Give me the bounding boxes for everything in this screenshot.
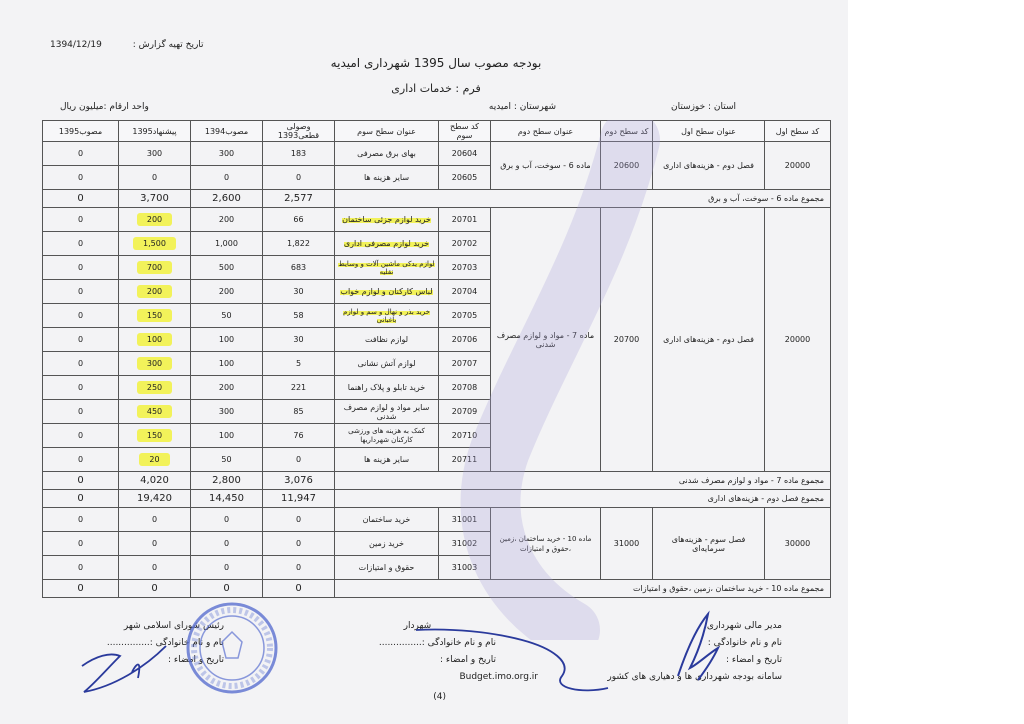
council-date-line: تاریخ و امضاء :	[168, 655, 224, 665]
highlighted-value: 450	[137, 405, 172, 418]
proposed-1395	[119, 304, 191, 328]
highlighted-value: 250	[137, 381, 172, 394]
proposed-1395: 0	[119, 508, 191, 532]
actual-1393: 0	[263, 556, 335, 580]
proposed-1395	[119, 208, 191, 232]
finance-name-line: نام و نام خانوادگی :	[707, 638, 782, 648]
l3-code: 20709	[439, 400, 491, 424]
l1-code: 20000	[765, 208, 831, 472]
actual-1393: 30	[263, 280, 335, 304]
l1-title: فصل دوم - هزینه‌های اداری	[653, 208, 765, 472]
actual-1393: 58	[263, 304, 335, 328]
council-title: رئیس شورای اسلامی شهر	[123, 621, 224, 631]
l3-code: 20704	[439, 280, 491, 304]
total-proposed-1395: 0	[119, 580, 191, 598]
actual-1393: 221	[263, 376, 335, 400]
council-name-line: نام و نام خانوادگی :...............	[106, 638, 224, 648]
proposed-1395	[119, 376, 191, 400]
col-proposed-1395: پیشنهاد1395	[119, 121, 191, 142]
l3-title: خرید زمین	[335, 532, 439, 556]
chapter-proposed-1395: 19,420	[119, 490, 191, 508]
report-date: 1394/12/19	[50, 40, 102, 50]
approved-1395: 0	[43, 256, 119, 280]
total-label: مجموع ماده 10 - خرید ساختمان ،زمین ،حقوق و امتیازات	[335, 580, 831, 598]
approved-1394: 0	[191, 166, 263, 190]
total-label: مجموع ماده 7 - مواد و لوازم مصرف شدنی	[335, 472, 831, 490]
proposed-1395	[119, 256, 191, 280]
l3-title: حقوق و امتیازات	[335, 556, 439, 580]
highlighted-value: 100	[137, 333, 172, 346]
actual-1393: 30	[263, 328, 335, 352]
l3-title: خرید ساختمان	[335, 508, 439, 532]
l3-code: 20705	[439, 304, 491, 328]
l3-title: سایر هزینه ها	[335, 448, 439, 472]
l3-code: 20710	[439, 424, 491, 448]
l3-code: 31003	[439, 556, 491, 580]
proposed-1395: 300	[119, 142, 191, 166]
approved-1395: 0	[43, 352, 119, 376]
mayor-signature-block	[379, 618, 496, 669]
approved-1394: 50	[191, 448, 263, 472]
chapter-approved-1394: 14,450	[191, 490, 263, 508]
l3-title: سایر مواد و لوازم مصرف شدنی	[335, 400, 439, 424]
mayor-date-line: تاریخ و امضاء :	[440, 655, 496, 665]
budget-report	[36, 28, 836, 718]
approved-1394: 100	[191, 352, 263, 376]
approved-1394: 0	[191, 508, 263, 532]
chapter-total-label: مجموع فصل دوم - هزینه‌های اداری	[335, 490, 831, 508]
l3-title: سایر هزینه ها	[335, 166, 439, 190]
approved-1394: 200	[191, 208, 263, 232]
approved-1395: 0	[43, 532, 119, 556]
approved-1394: 300	[191, 400, 263, 424]
approved-1395: 0	[43, 232, 119, 256]
l3-title: کمک به هزینه های ورزشی کارکنان شهرداریها	[335, 424, 439, 448]
total-row	[43, 580, 831, 598]
l3-title	[335, 232, 439, 256]
actual-1393: 66	[263, 208, 335, 232]
l3-code: 20604	[439, 142, 491, 166]
approved-1395: 0	[43, 376, 119, 400]
total-approved-1395: 0	[43, 580, 119, 598]
proposed-1395	[119, 448, 191, 472]
l3-code: 20703	[439, 256, 491, 280]
approved-1395: 0	[43, 424, 119, 448]
proposed-1395: 0	[119, 166, 191, 190]
l1-title: فصل سوم - هزینه‌های سرمایه‌ای	[653, 508, 765, 580]
finance-signature-block	[707, 618, 782, 669]
l3-code: 31002	[439, 532, 491, 556]
approved-1394: 100	[191, 424, 263, 448]
proposed-1395: 0	[119, 532, 191, 556]
budget-table	[42, 120, 831, 598]
highlighted-title: خرید لوازم مصرفی اداری	[343, 239, 430, 248]
l3-title	[335, 208, 439, 232]
highlighted-title: خرید لوازم جزئی ساختمان	[342, 215, 431, 224]
province-label: استان : خوزستان	[670, 102, 736, 112]
approved-1394: 0	[191, 532, 263, 556]
l3-title: خرید تابلو و پلاک راهنما	[335, 376, 439, 400]
total-label: مجموع ماده 6 - سوخت، آب و برق	[335, 190, 831, 208]
highlighted-value: 1,500	[133, 237, 176, 250]
approved-1394: 100	[191, 328, 263, 352]
l3-code: 20707	[439, 352, 491, 376]
actual-1393: 1,822	[263, 232, 335, 256]
l3-code: 20702	[439, 232, 491, 256]
chapter-actual-1393: 11,947	[263, 490, 335, 508]
total-actual-1393: 2,577	[263, 190, 335, 208]
approved-1395: 0	[43, 328, 119, 352]
l1-title: فصل دوم - هزینه‌های اداری	[653, 142, 765, 190]
col-l2-title: عنوان سطح دوم	[491, 121, 601, 142]
col-l3-title: عنوان سطح سوم	[335, 121, 439, 142]
website: Budget.imo.org.ir	[459, 672, 538, 682]
approved-1394: 0	[191, 556, 263, 580]
l3-code: 20605	[439, 166, 491, 190]
mayor-title: شهردار	[403, 621, 432, 631]
approved-1395: 0	[43, 508, 119, 532]
system-name: سامانه بودجه شهرداری ها و دهیاری های کشور	[607, 672, 782, 682]
l2-title: ماده 6 - سوخت، آب و برق	[491, 142, 601, 190]
actual-1393: 0	[263, 166, 335, 190]
l3-code: 20708	[439, 376, 491, 400]
l2-code: 20600	[601, 142, 653, 190]
approved-1395: 0	[43, 400, 119, 424]
approved-1395: 0	[43, 166, 119, 190]
l2-code: 20700	[601, 208, 653, 472]
approved-1394: 50	[191, 304, 263, 328]
l3-code: 20706	[439, 328, 491, 352]
l1-code: 30000	[765, 508, 831, 580]
highlighted-value: 200	[137, 285, 172, 298]
col-actual-1393: وصولی قطعی1393	[263, 121, 335, 142]
approved-1395: 0	[43, 208, 119, 232]
scan-margin	[848, 0, 1024, 724]
chapter-total-row	[43, 490, 831, 508]
chapter-approved-1395: 0	[43, 490, 119, 508]
header-row	[43, 121, 831, 142]
approved-1395: 0	[43, 280, 119, 304]
report-date-line	[50, 40, 204, 50]
total-approved-1394: 2,800	[191, 472, 263, 490]
total-row	[43, 472, 831, 490]
col-l1-code: کد سطح اول	[765, 121, 831, 142]
l3-code: 31001	[439, 508, 491, 532]
l3-title: بهای برق مصرفی	[335, 142, 439, 166]
highlighted-value: 700	[137, 261, 172, 274]
finance-title: مدیر مالی شهرداری	[706, 621, 782, 631]
col-approved-1394: مصوب1394	[191, 121, 263, 142]
col-l2-code: کد سطح دوم	[601, 121, 653, 142]
table-row	[43, 508, 831, 532]
unit-label: واحد ارقام :میلیون ریال	[60, 102, 149, 112]
actual-1393: 5	[263, 352, 335, 376]
actual-1393: 85	[263, 400, 335, 424]
city-label: شهرستان : امیدیه	[488, 102, 556, 112]
approved-1394: 200	[191, 280, 263, 304]
page-number: (4)	[433, 692, 446, 702]
total-proposed-1395: 4,020	[119, 472, 191, 490]
approved-1395: 0	[43, 448, 119, 472]
total-approved-1395: 0	[43, 190, 119, 208]
l3-code: 20701	[439, 208, 491, 232]
highlighted-value: 300	[137, 357, 172, 370]
proposed-1395: 0	[119, 556, 191, 580]
total-actual-1393: 3,076	[263, 472, 335, 490]
actual-1393: 76	[263, 424, 335, 448]
l1-code: 20000	[765, 142, 831, 190]
actual-1393: 0	[263, 508, 335, 532]
l2-title: ماده 10 - خرید ساختمان ،زمین ،حقوق و امتیازات	[491, 508, 601, 580]
l3-title	[335, 280, 439, 304]
approved-1395: 0	[43, 142, 119, 166]
actual-1393: 0	[263, 532, 335, 556]
highlighted-value: 200	[137, 213, 172, 226]
highlighted-value: 150	[137, 429, 172, 442]
highlighted-title: خرید بذر و نهال و سم و لوازم باغبانی	[343, 307, 430, 324]
proposed-1395	[119, 424, 191, 448]
actual-1393: 183	[263, 142, 335, 166]
actual-1393: 0	[263, 448, 335, 472]
highlighted-value: 20	[139, 453, 169, 466]
mayor-name-line: نام و نام خانوادگی :...............	[378, 638, 496, 648]
total-approved-1395: 0	[43, 472, 119, 490]
official-stamp	[178, 598, 286, 698]
proposed-1395	[119, 280, 191, 304]
table-row	[43, 142, 831, 166]
col-l3-code: کد سطح سوم	[439, 121, 491, 142]
form-name: فرم : خدمات اداری	[391, 82, 481, 95]
total-approved-1394: 2,600	[191, 190, 263, 208]
l3-title: لوازم آتش نشانی	[335, 352, 439, 376]
proposed-1395	[119, 232, 191, 256]
l2-title: ماده 7 - مواد و لوازم مصرف شدنی	[491, 208, 601, 472]
table-row	[43, 208, 831, 232]
l3-code: 20711	[439, 448, 491, 472]
l2-code: 31000	[601, 508, 653, 580]
proposed-1395	[119, 328, 191, 352]
col-approved-1395: مصوب1395	[43, 121, 119, 142]
col-l1-title: عنوان سطح اول	[653, 121, 765, 142]
highlighted-title: لوازم یدکی ماشین آلات و وسایط نقلیه	[338, 259, 435, 276]
total-row	[43, 190, 831, 208]
total-approved-1394: 0	[191, 580, 263, 598]
proposed-1395	[119, 352, 191, 376]
approved-1394: 1,000	[191, 232, 263, 256]
proposed-1395	[119, 400, 191, 424]
highlighted-value: 150	[137, 309, 172, 322]
approved-1394: 300	[191, 142, 263, 166]
page-title: بودجه مصوب سال 1395 شهرداری امیدیه	[330, 56, 542, 70]
approved-1395: 0	[43, 304, 119, 328]
l3-title: لوازم نظافت	[335, 328, 439, 352]
highlighted-title: لباس کارکنان و لوازم خواب	[340, 287, 433, 296]
total-proposed-1395: 3,700	[119, 190, 191, 208]
l3-title	[335, 256, 439, 280]
l3-title	[335, 304, 439, 328]
approved-1395: 0	[43, 556, 119, 580]
approved-1394: 200	[191, 376, 263, 400]
actual-1393: 683	[263, 256, 335, 280]
total-actual-1393: 0	[263, 580, 335, 598]
report-date-label: تاریخ تهیه گزارش :	[132, 40, 204, 50]
finance-date-line: تاریخ و امضاء :	[726, 655, 782, 665]
approved-1394: 500	[191, 256, 263, 280]
